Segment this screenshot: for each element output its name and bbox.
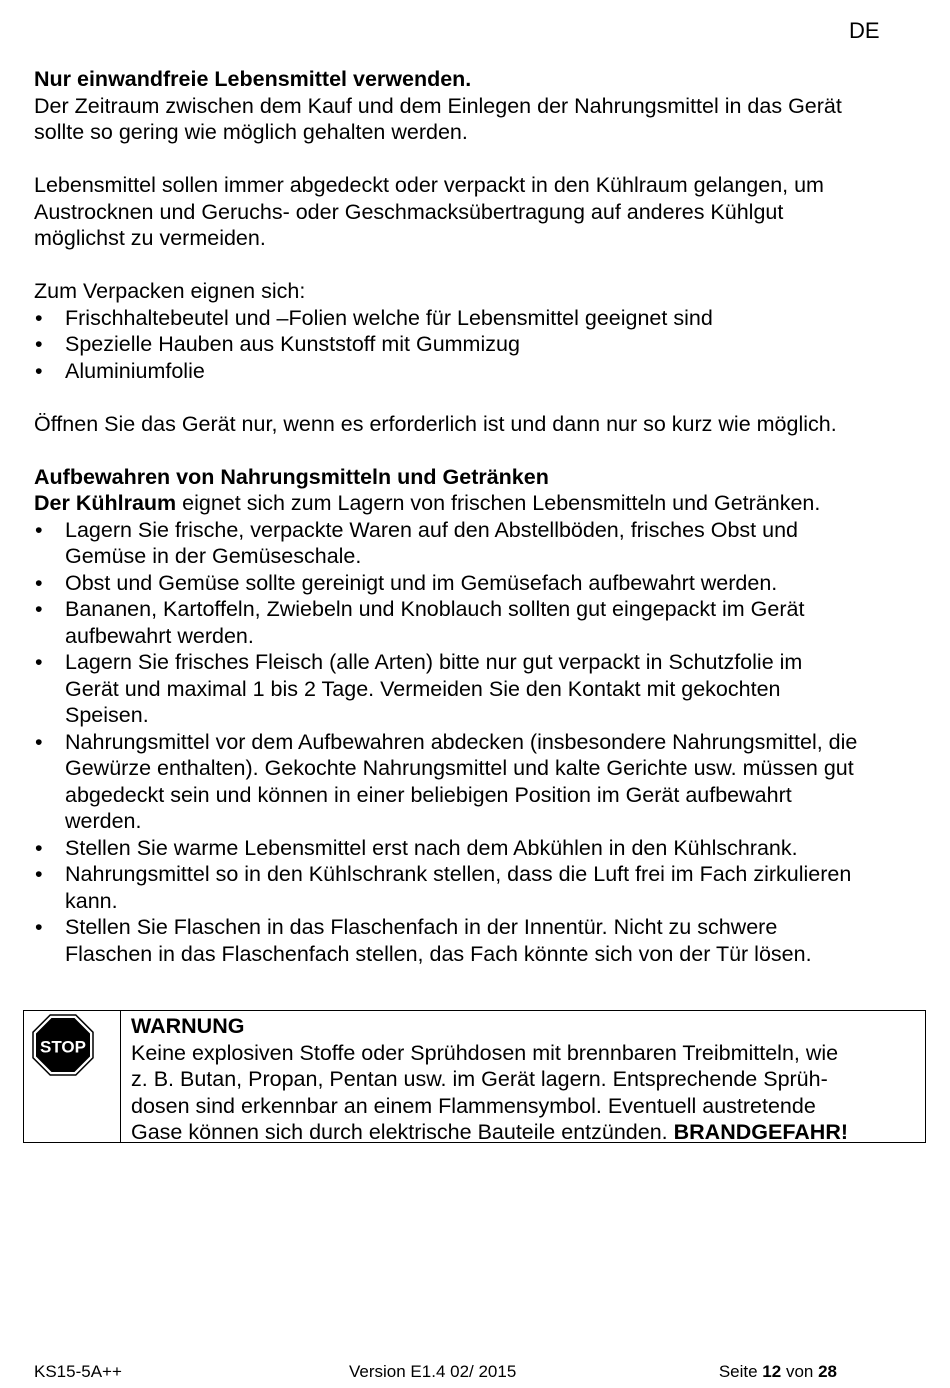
fire-hazard-label: BRANDGEFAHR! — [673, 1120, 849, 1144]
warning-line: Keine explosiven Stoffe oder Sprühdosen mit brennbaren Treibmitteln, wie — [131, 1040, 839, 1065]
storage-list — [34, 517, 924, 968]
warning-line: dosen sind erkennbar an einem Flammensymbol. Eventuell austretende — [131, 1093, 816, 1118]
packing-list — [34, 305, 924, 385]
list-item: • Frischhaltebeutel und –Folien welche für Lebensmittel geeignet sind — [35, 305, 713, 330]
list-item: • Lagern Sie frisches Fleisch (alle Arten) bitte nur gut verpackt in Schutzfolie im Gerät und maximal 1 bis 2 Tage. Vermeiden Sie den Kontakt mit gekochten Speisen. — [35, 650, 803, 727]
bullet-icon: • — [35, 597, 43, 621]
storage-heading: Aufbewahren von Nahrungsmitteln und Getränken — [34, 464, 549, 489]
para-line: Lebensmittel sollen immer abgedeckt oder verpackt in den Kühlraum gelangen, um — [34, 173, 824, 197]
language-code: DE — [849, 18, 880, 43]
bullet-icon: • — [35, 570, 43, 595]
list-item: • Stellen Sie Flaschen in das Flaschenfach in der Innentür. Nicht zu schwere Flaschen in das Flaschenfach stellen, das Fach könnte sich von der Tür lösen. — [35, 915, 812, 966]
list-item: • Aluminiumfolie — [35, 358, 205, 383]
stop-sign-text: STOP — [40, 1037, 86, 1057]
packing-title: Zum Verpacken eignen sich: — [34, 279, 306, 303]
warning-line: z. B. Butan, Propan, Pentan usw. im Gerät lagern. Entsprechende Sprüh- — [131, 1067, 828, 1091]
stop-sign-icon — [32, 1014, 94, 1076]
bullet-icon: • — [35, 332, 43, 356]
list-item: • Nahrungsmittel so in den Kühlschrank stellen, dass die Luft frei im Fach zirkulieren kann. — [35, 862, 852, 913]
warning-line: Gase können sich durch elektrische Bauteile entzünden. BRANDGEFAHR! — [131, 1120, 849, 1144]
list-item: • Bananen, Kartoffeln, Zwiebeln und Knoblauch sollten gut eingepackt im Gerät aufbewahrt werden. — [35, 597, 805, 648]
bullet-icon: • — [35, 915, 43, 939]
para-line: möglichst zu vermeiden. — [34, 226, 266, 250]
bullet-icon: • — [35, 358, 43, 383]
bullet-icon: • — [35, 305, 43, 330]
storage-intro: Der Kühlraum eignet sich zum Lagern von frischen Lebensmitteln und Getränken. — [34, 491, 821, 515]
warning-title: WARNUNG — [131, 1014, 245, 1038]
bullet-icon: • — [35, 650, 43, 674]
warning-box — [23, 1010, 926, 1143]
bullet-icon: • — [35, 835, 43, 860]
list-item: • Obst und Gemüse sollte gereinigt und im Gemüsefach aufbewahrt werden. — [35, 570, 778, 595]
list-item: • Lagern Sie frische, verpackte Waren auf den Abstellböden, frisches Obst und Gemüse in der Gemüseschale. — [35, 517, 799, 568]
list-item: • Spezielle Hauben aus Kunststoff mit Gummizug — [35, 332, 520, 356]
bullet-icon: • — [35, 862, 43, 886]
model-number: KS15-5A++ — [34, 1362, 122, 1381]
para-line: Austrocknen und Geruchs- oder Geschmacksübertragung auf anderes Kühlgut — [34, 199, 784, 224]
page-footer — [34, 1362, 837, 1382]
bullet-icon: • — [35, 517, 43, 542]
document-version: Version E1.4 02/ 2015 — [349, 1362, 517, 1381]
warning-text — [131, 1013, 921, 1146]
page-content — [34, 66, 924, 967]
intro-heading: Nur einwandfreie Lebensmittel verwenden. — [34, 67, 472, 91]
opening-note: Öffnen Sie das Gerät nur, wenn es erforderlich ist und dann nur so kurz wie möglich. — [34, 411, 837, 436]
page-number: Seite 12 von 28 — [718, 1362, 837, 1381]
list-item: • Stellen Sie warme Lebensmittel erst nach dem Abkühlen in den Kühlschrank. — [35, 835, 798, 860]
list-item: • Nahrungsmittel vor dem Aufbewahren abdecken (insbesondere Nahrungsmittel, die Gewürze enthalten). Gekochte Nahrungsmittel und kalte Gerichte usw. müssen gut abgedeckt sein und können in einer beliebigen Position im Gerät aufbewahrt werden. — [35, 729, 858, 833]
intro-line: Der Zeitraum zwischen dem Kauf und dem Einlegen der Nahrungsmittel in das Gerät — [34, 93, 842, 118]
bullet-icon: • — [35, 729, 43, 754]
warning-icon-cell — [24, 1011, 121, 1142]
intro-line: sollte so gering wie möglich gehalten werden. — [34, 120, 468, 144]
